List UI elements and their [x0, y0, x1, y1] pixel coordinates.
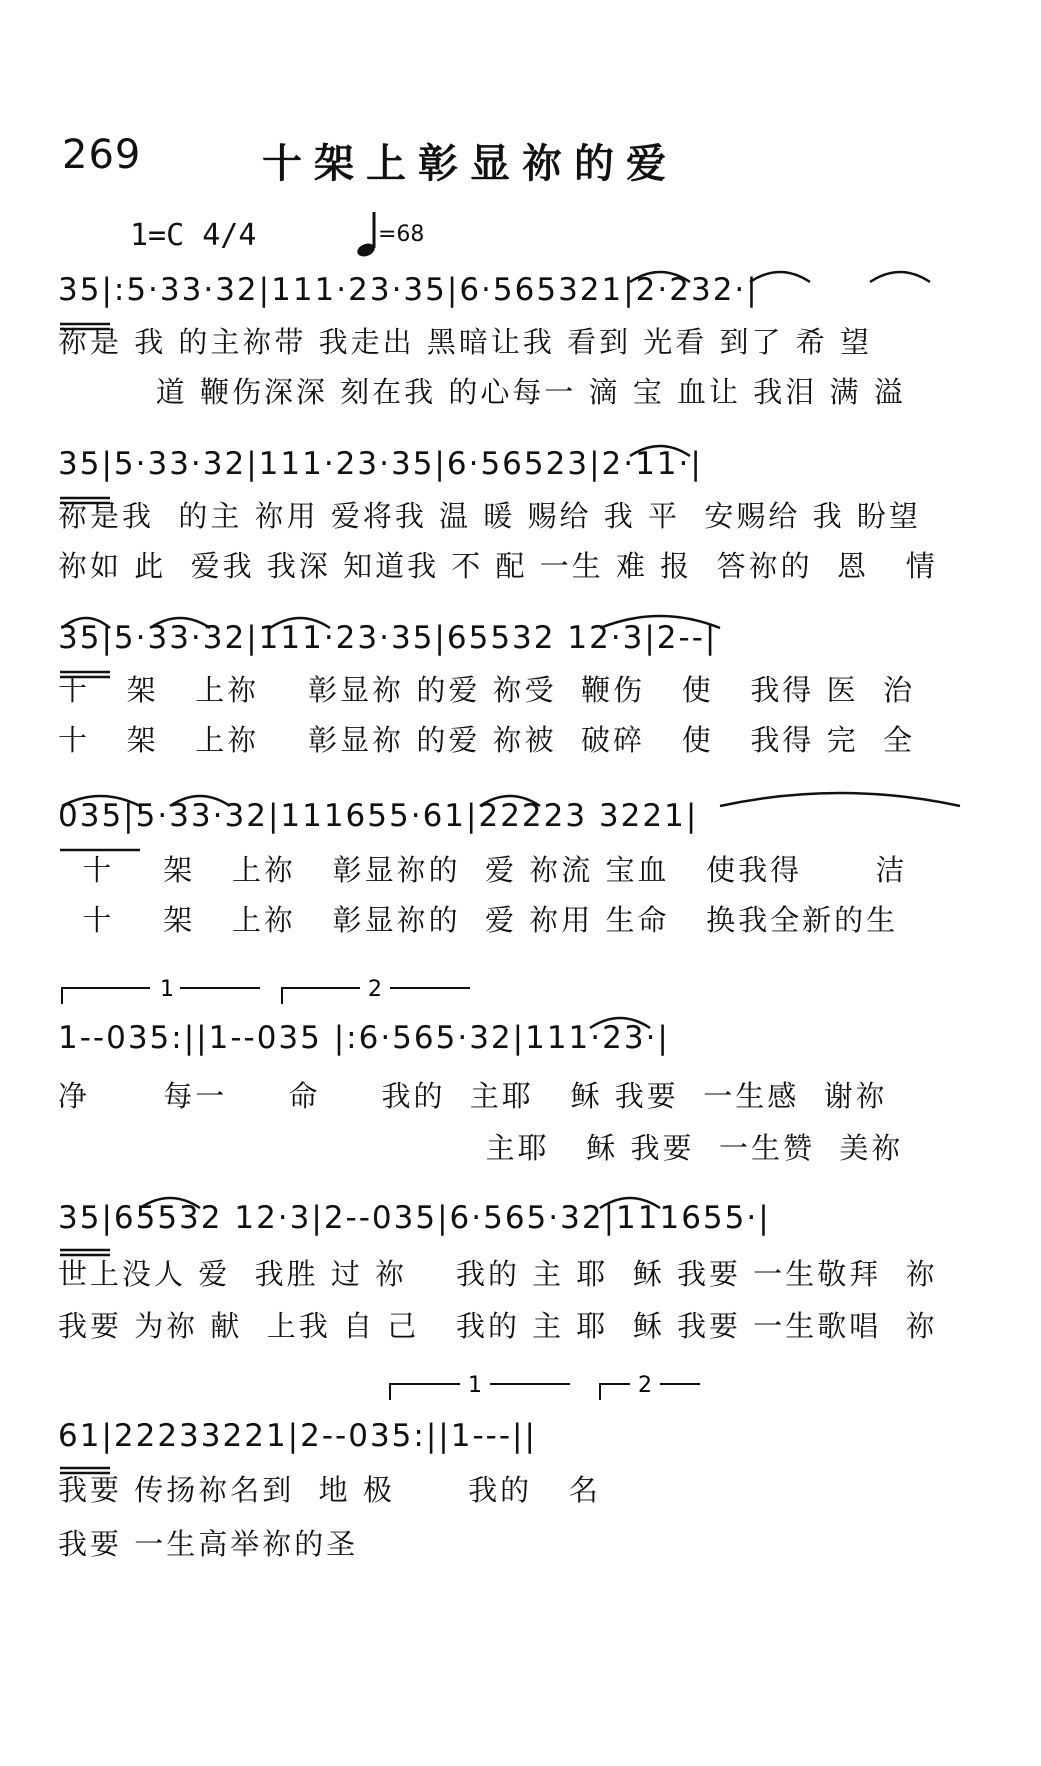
- lyric-verse-2: 十 架 上祢 彰显祢的 爱 祢用 生命 换我全新的生: [58, 903, 899, 937]
- volta-label: 2: [368, 977, 382, 1002]
- lyric-verse-2: 主耶 稣 我要 一生赞 美祢: [58, 1131, 904, 1165]
- hymn-title: 十架上彰显祢的爱: [262, 141, 678, 187]
- notation-line: 35|65532 12·3|2--035|6·565·32|111655·|: [58, 1200, 771, 1236]
- volta-label: 2: [638, 1373, 652, 1398]
- lyric-verse-1: 我要 传扬祢名到 地 极 我的 名: [58, 1473, 601, 1507]
- lyric-verse-1: 净 每一 命 我的 主耶 稣 我要 一生感 谢祢: [58, 1079, 888, 1113]
- lyric-verse-1: 世上没人 爱 我胜 过 祢 我的 主 耶 稣 我要 一生敬拜 祢: [58, 1257, 938, 1291]
- notation-line: 035|5·33·32|111655·61|22223 3221|: [58, 798, 699, 834]
- notation-line: 35|5·33·32|111·23·35|65532 12·3|2--|: [58, 620, 718, 656]
- tempo-marking: =68: [378, 222, 425, 247]
- notation-line: 35|:5·33·32|111·23·35|6·565321|2·232·|: [58, 272, 759, 308]
- lyric-verse-2: 道 鞭伤深深 刻在我 的心每一 滴 宝 血让 我泪 满 溢: [58, 375, 906, 409]
- lyric-verse-1: 祢是 我 的主祢带 我走出 黑暗让我 看到 光看 到了 希 望: [58, 325, 872, 359]
- notation-line: 1--035:||1--035 |:6·565·32|111·23·|: [58, 1020, 670, 1056]
- lyric-verse-2: 十 架 上祢 彰显祢 的爱 祢被 破碎 使 我得 完 全: [58, 723, 916, 757]
- lyric-verse-1: 十 架 上祢 彰显祢的 爱 祢流 宝血 使我得 洁: [58, 853, 908, 887]
- volta-label: 1: [160, 977, 174, 1002]
- volta-label: 1: [468, 1373, 482, 1398]
- lyric-verse-1: 十 架 上祢 彰显祢 的爱 祢受 鞭伤 使 我得 医 治: [58, 673, 916, 707]
- key-and-time-signature: 1=C 4/4: [130, 218, 257, 253]
- notation-line: 35|5·33·32|111·23·35|6·56523|2·11·|: [58, 446, 703, 482]
- lyric-verse-2: 我要 一生高举祢的圣: [58, 1527, 359, 1561]
- notation-line: 61|22233221|2--035:||1---||: [58, 1418, 537, 1454]
- lyric-verse-2: 我要 为祢 献 上我 自 己 我的 主 耶 稣 我要 一生歌唱 祢: [58, 1309, 938, 1343]
- lyric-verse-1: 祢是我 的主 祢用 爱将我 温 暖 赐给 我 平 安赐给 我 盼望: [58, 499, 921, 533]
- lyric-verse-2: 祢如 此 爱我 我深 知道我 不 配 一生 难 报 答祢的 恩 情: [58, 549, 938, 583]
- hymn-number: 269: [62, 132, 142, 178]
